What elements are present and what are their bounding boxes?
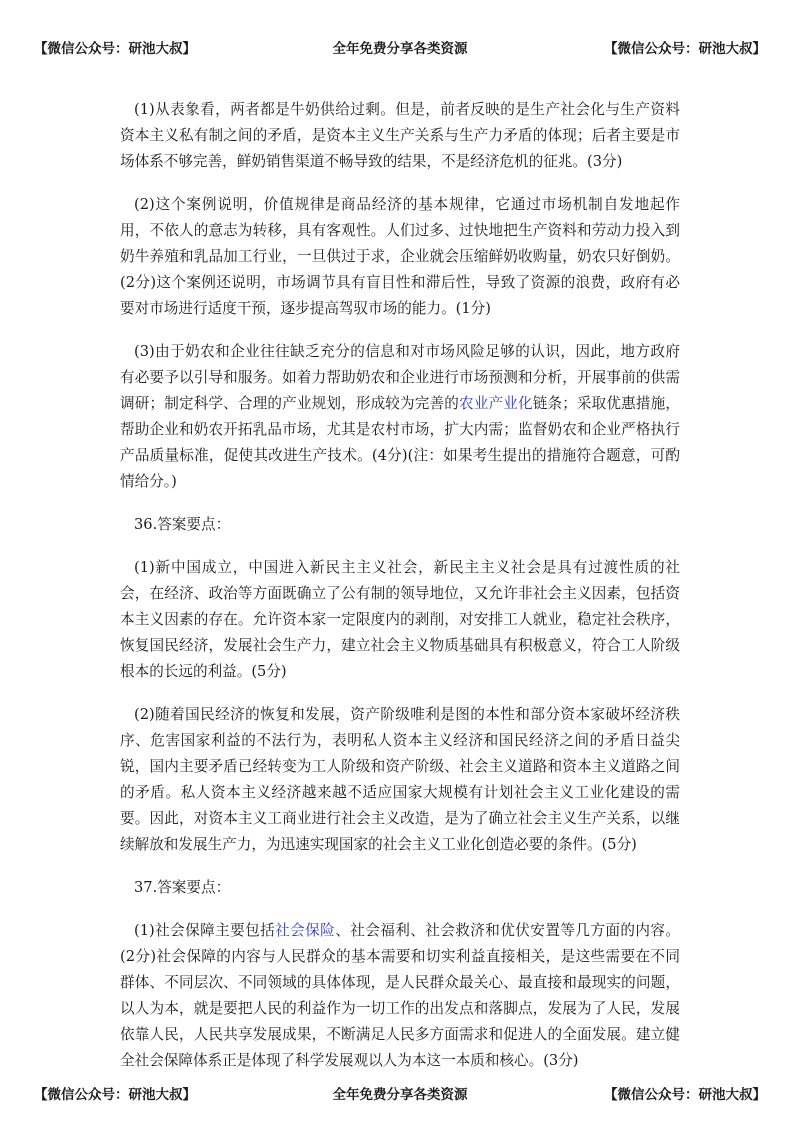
header-center-text: 全年免费分享各类资源 — [332, 41, 468, 57]
paragraph-6-text-before: (1)社会保障主要包括 — [134, 922, 276, 939]
page-footer — [0, 1083, 800, 1107]
answer-paragraph-5: (2)随着国民经济的恢复和发展，资产阶级唯利是图的本性和部分资本家破坏经济秩序、危害国家利益的不法行为，表明私人资本主义经济和国民经济之间的矛盾日益尖锐，国内主要矛盾已经转变为工人阶级和资产阶级、社会主义道路和资本主义道路之间的矛盾。私人资本主义经济越来越不适应国家大规模有计划社会主义工业化建设的需要。因此，对资本主义工商业进行社会主义改造，是为了确立社会主义生产关系，以继续解放和发展生产力，为迅速实现国家的社会主义工业化创造必要的条件。(5分) — [120, 706, 680, 853]
footer-right-text: 【微信公众号：研池大叔】 — [604, 1087, 766, 1103]
paragraph-3-text-before: (3)由于奶农和企业往往缺乏充分的信息和对市场风险足够的认识，因此，地方政府有必要予以引导和服务。如着力帮助奶农和企业进行市场预测和分析，开展事前的供需调研；制定科学、合理的产业规划，形成较为完善的 — [120, 343, 680, 412]
header-right-text: 【微信公众号：研池大叔】 — [604, 41, 766, 57]
answer-paragraph-1: (1)从表象看，两者都是牛奶供给过剩。但是，前者反映的是生产社会化与生产资料资本主义私有制之间的矛盾，是资本主义生产关系与生产力矛盾的体现；后者主要是市场体系不够完善，鲜奶销售渠道不畅导致的结果，不是经济危机的征兆。(3分) — [120, 101, 680, 170]
page-header — [0, 37, 800, 61]
footer-center-text: 全年免费分享各类资源 — [332, 1087, 468, 1103]
answer-paragraph-6 — [120, 918, 680, 1074]
answer-paragraph-3 — [120, 339, 680, 495]
agricultural-industrialization-link[interactable]: 农业产业化 — [459, 395, 533, 412]
question-37-heading: 37.答案要点： — [134, 879, 231, 896]
answer-content — [120, 97, 680, 1091]
paragraph-6-text-after: 、社会福利、社会救济和优伏安置等几方面的内容。(2分)社会保障的内容与人民群众的基本需要和切实利益直接相关，是这些需要在不同群体、不同层次、不同领域的具体体现，是人民群众最关心、最直接和最现实的问题，以人为本，就是要把人民的利益作为一切工作的出发点和落脚点，发展为了人民，发展依靠人民，人民共享发展成果，不断满足人民多方面需求和促进人的全面发展。建立健全社会保障体系正是体现了科学发展观以人为本这一本质和核心。(3分) — [120, 922, 680, 1069]
answer-paragraph-2: (2)这个案例说明，价值规律是商品经济的基本规律，它通过市场机制自发地起作用，不依人的意志为转移，具有客观性。人们过多、过快地把生产资料和劳动力投入到奶牛养殖和乳品加工行业，一旦供过于求，企业就会压缩鲜奶收购量，奶农只好倒奶。(2分)这个案例还说明，市场调节具有盲目性和滞后性，导致了资源的浪费，政府有必要对市场进行适度干预，逐步提高驾驭市场的能力。(1分) — [120, 196, 680, 317]
question-36-heading: 36.答案要点： — [134, 516, 231, 533]
paragraph-3-text-after: 链条；采取优惠措施，帮助企业和奶农开拓乳品市场，尤其是农村市场，扩大内需；监督奶农和企业严格执行产品质量标准，促使其改进生产技术。(4分)(注：如果考生提出的措施符合题意，可酌情给分。) — [120, 395, 680, 490]
answer-paragraph-4: (1)新中国成立，中国进入新民主主义社会，新民主主义社会是具有过渡性质的社会，在经济、政治等方面既确立了公有制的领导地位，又允许非社会主义因素，包括资本主义因素的存在。允许资本家一定限度内的剥削，对安排工人就业，稳定社会秩序，恢复国民经济，发展社会生产力，建立社会主义物质基础具有积极意义，符合工人阶级根本的长远的利益。(5分) — [120, 559, 680, 680]
footer-left-text: 【微信公众号：研池大叔】 — [34, 1087, 196, 1103]
social-insurance-link[interactable]: 社会保险 — [275, 922, 336, 939]
header-left-text: 【微信公众号：研池大叔】 — [34, 41, 196, 57]
